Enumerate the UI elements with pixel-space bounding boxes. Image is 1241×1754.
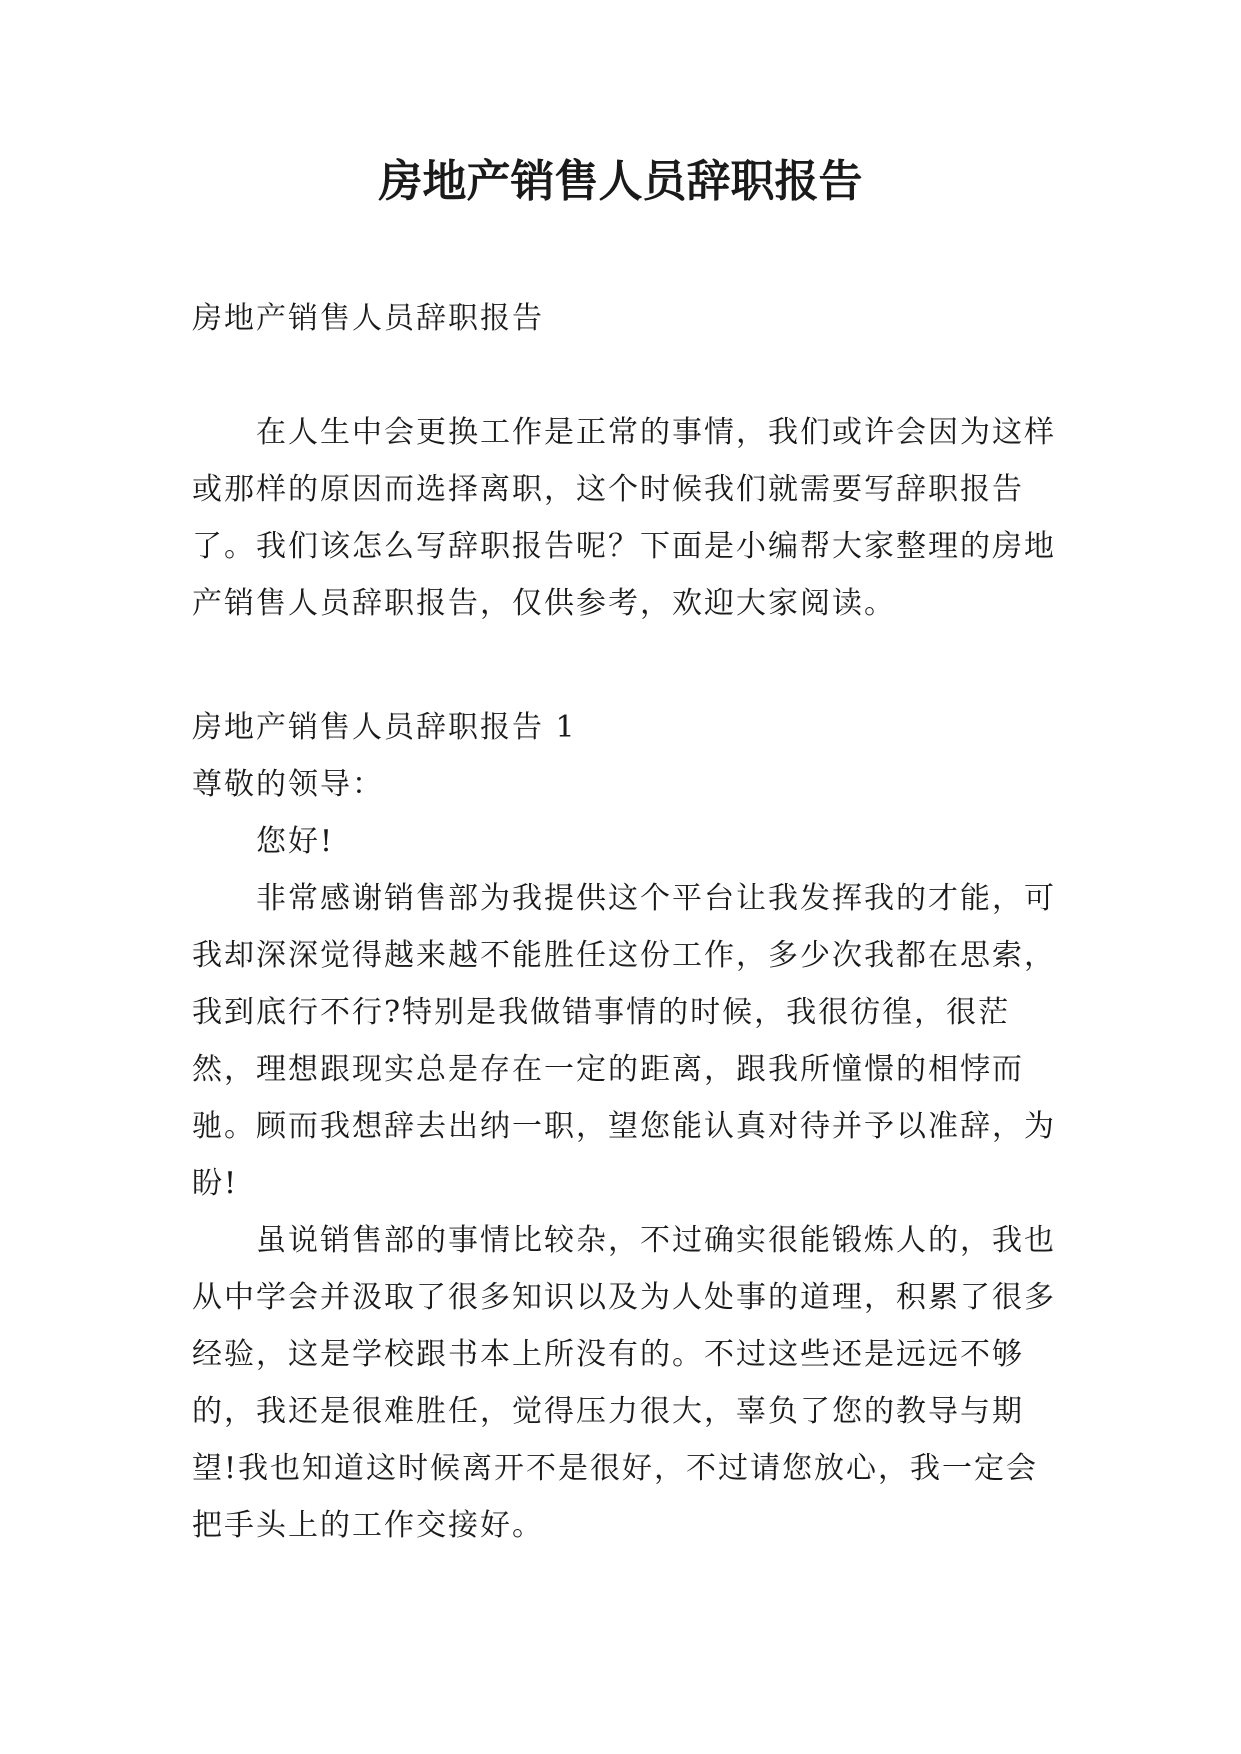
intro-paragraph: 在人生中会更换工作是正常的事情，我们或许会因为这样或那样的原因而选择离职，这个时候我们就需要写辞职报告了。我们该怎么写辞职报告呢？下面是小编帮大家整理的房地产销售人员辞职报告，仅供参考，欢迎大家阅读。 (192, 415, 1056, 621)
salutation: 尊敬的领导： (192, 767, 384, 802)
body-paragraph-1: 非常感谢销售部为我提供这个平台让我发挥我的才能，可我却深深觉得越来越不能胜任这份工作，多少次我都在思索，我到底行不行?特别是我做错事情的时候，我很彷徨，很茫然，理想跟现实总是存在一定的距离，跟我所憧憬的相悖而驰。顾而我想辞去出纳一职，望您能认真对待并予以准辞，为盼! (192, 881, 1056, 1201)
section-heading: 房地产销售人员辞职报告 1 (192, 710, 577, 745)
document-subtitle: 房地产销售人员辞职报告 (192, 301, 544, 336)
body-paragraph-2: 虽说销售部的事情比较杂，不过确实很能锻炼人的，我也从中学会并汲取了很多知识以及为人处事的道理，积累了很多经验，这是学校跟书本上所没有的。不过这些还是远远不够的，我还是很难胜任，觉得压力很大，辜负了您的教导与期望!我也知道这时候离开不是很好，不过请您放心，我一定会把手头上的工作交接好。 (192, 1223, 1056, 1543)
greeting-line: 您好! (256, 824, 335, 859)
document-title: 房地产销售人员辞职报告 (378, 156, 863, 207)
